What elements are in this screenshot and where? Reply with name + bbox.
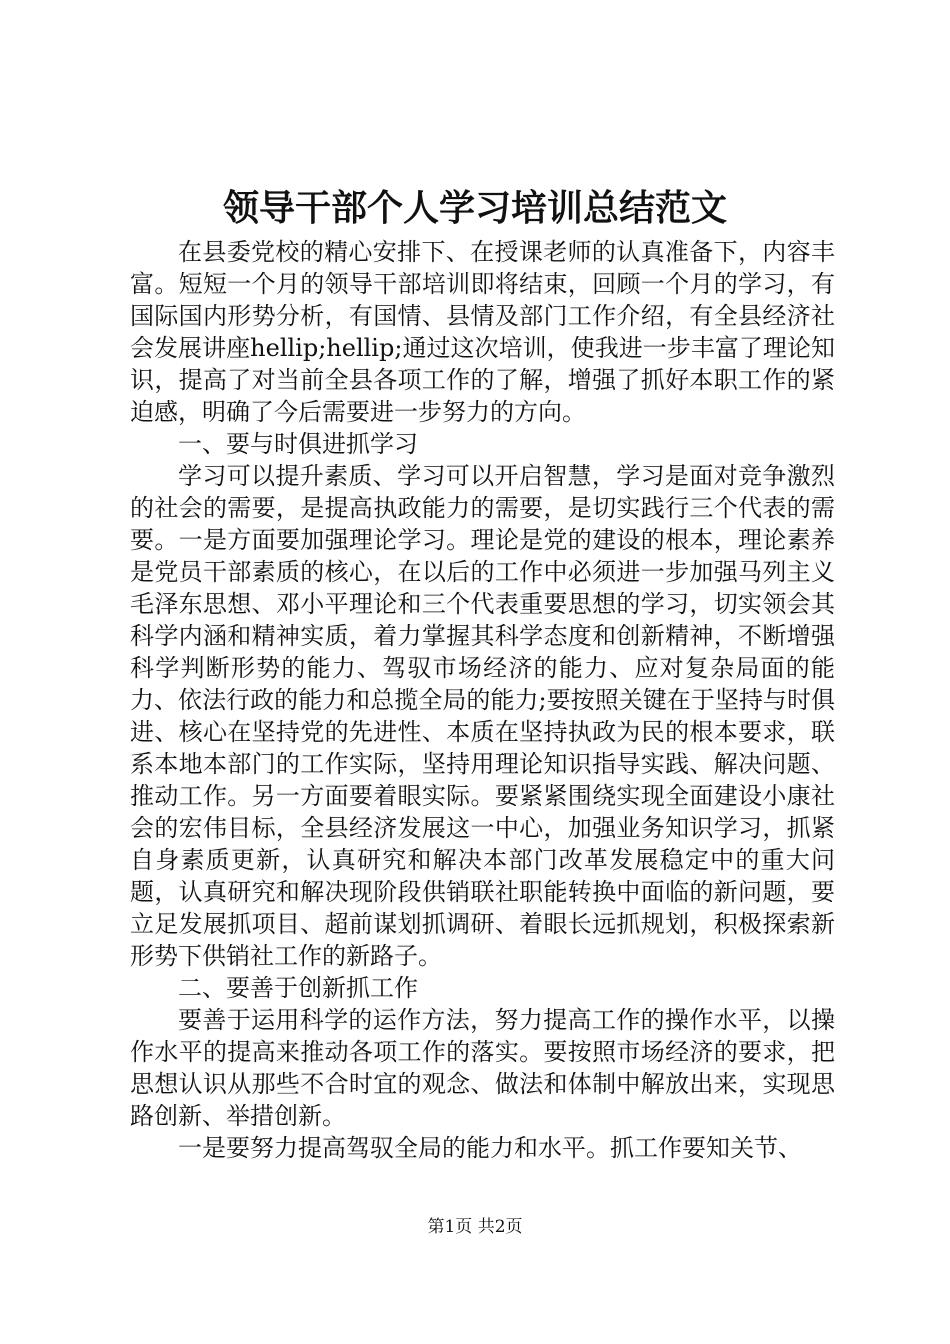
- paragraph-learning: 学习可以提升素质、学习可以开启智慧，学习是面对竞争激烈的社会的需要，是提高执政能力的需要，是切实践行三个代表的需要。一是方面要加强理论学习。理论是党的建设的根本，理论素养是党员干部素质的核心，在以后的工作中必须进一步加强马列主义毛泽东思想、邓小平理论和三个代表重要思想的学习，切实领会其科学内涵和精神实质，着力掌握其科学态度和创新精神，不断增强科学判断形势的能力、驾驭市场经济的能力、应对复杂局面的能力、依法行政的能力和总揽全局的能力;要按照关键在于坚持与时俱进、核心在坚持党的先进性、本质在坚持执政为民的根本要求，联系本地本部门的工作实际，坚持用理论知识指导实践、解决问题、推动工作。另一方面要着眼实际。要紧紧围绕实现全面建设小康社会的宏伟目标，全县经济发展这一中心，加强业务知识学习，抓紧自身素质更新，认真研究和解决本部门改革发展稳定中的重大问题，认真研究和解决现阶段供销联社职能转换中面临的新问题，要立足发展抓项目、超前谋划抓调研、着眼长远抓规划，积极探索新形势下供销社工作的新路子。: [130, 462, 835, 970]
- paragraph-intro: 在县委党校的精心安排下、在授课老师的认真准备下，内容丰富。短短一个月的领导干部培训即将结束，回顾一个月的学习，有国际国内形势分析，有国情、县情及部门工作介绍，有全县经济社会发展讲座hellip;hellip;通过这次培训，使我进一步丰富了理论知识，提高了对当前全县各项工作的了解，增强了抓好本职工作的紧迫感，明确了今后需要进一步努力的方向。: [130, 238, 835, 426]
- section-heading-1: 一、要与时俱进抓学习: [178, 430, 418, 458]
- paragraph-overall-ability: 一是要努力提高驾驭全局的能力和水平。抓工作要知关节、: [178, 1134, 802, 1162]
- paragraph-innovation: 要善于运用科学的运作方法，努力提高工作的操作水平，以操作水平的提高来推动各项工作的落实。要按照市场经济的要求，把思想认识从那些不合时宜的观念、做法和体制中解放出来，实现思路创新、举措创新。: [130, 1006, 835, 1130]
- section-heading-2: 二、要善于创新抓工作: [178, 974, 418, 1002]
- document-body: [130, 236, 835, 1164]
- document-title: 领导干部个人学习培训总结范文: [222, 187, 727, 229]
- page-footer: 第1页 共2页: [427, 1217, 523, 1237]
